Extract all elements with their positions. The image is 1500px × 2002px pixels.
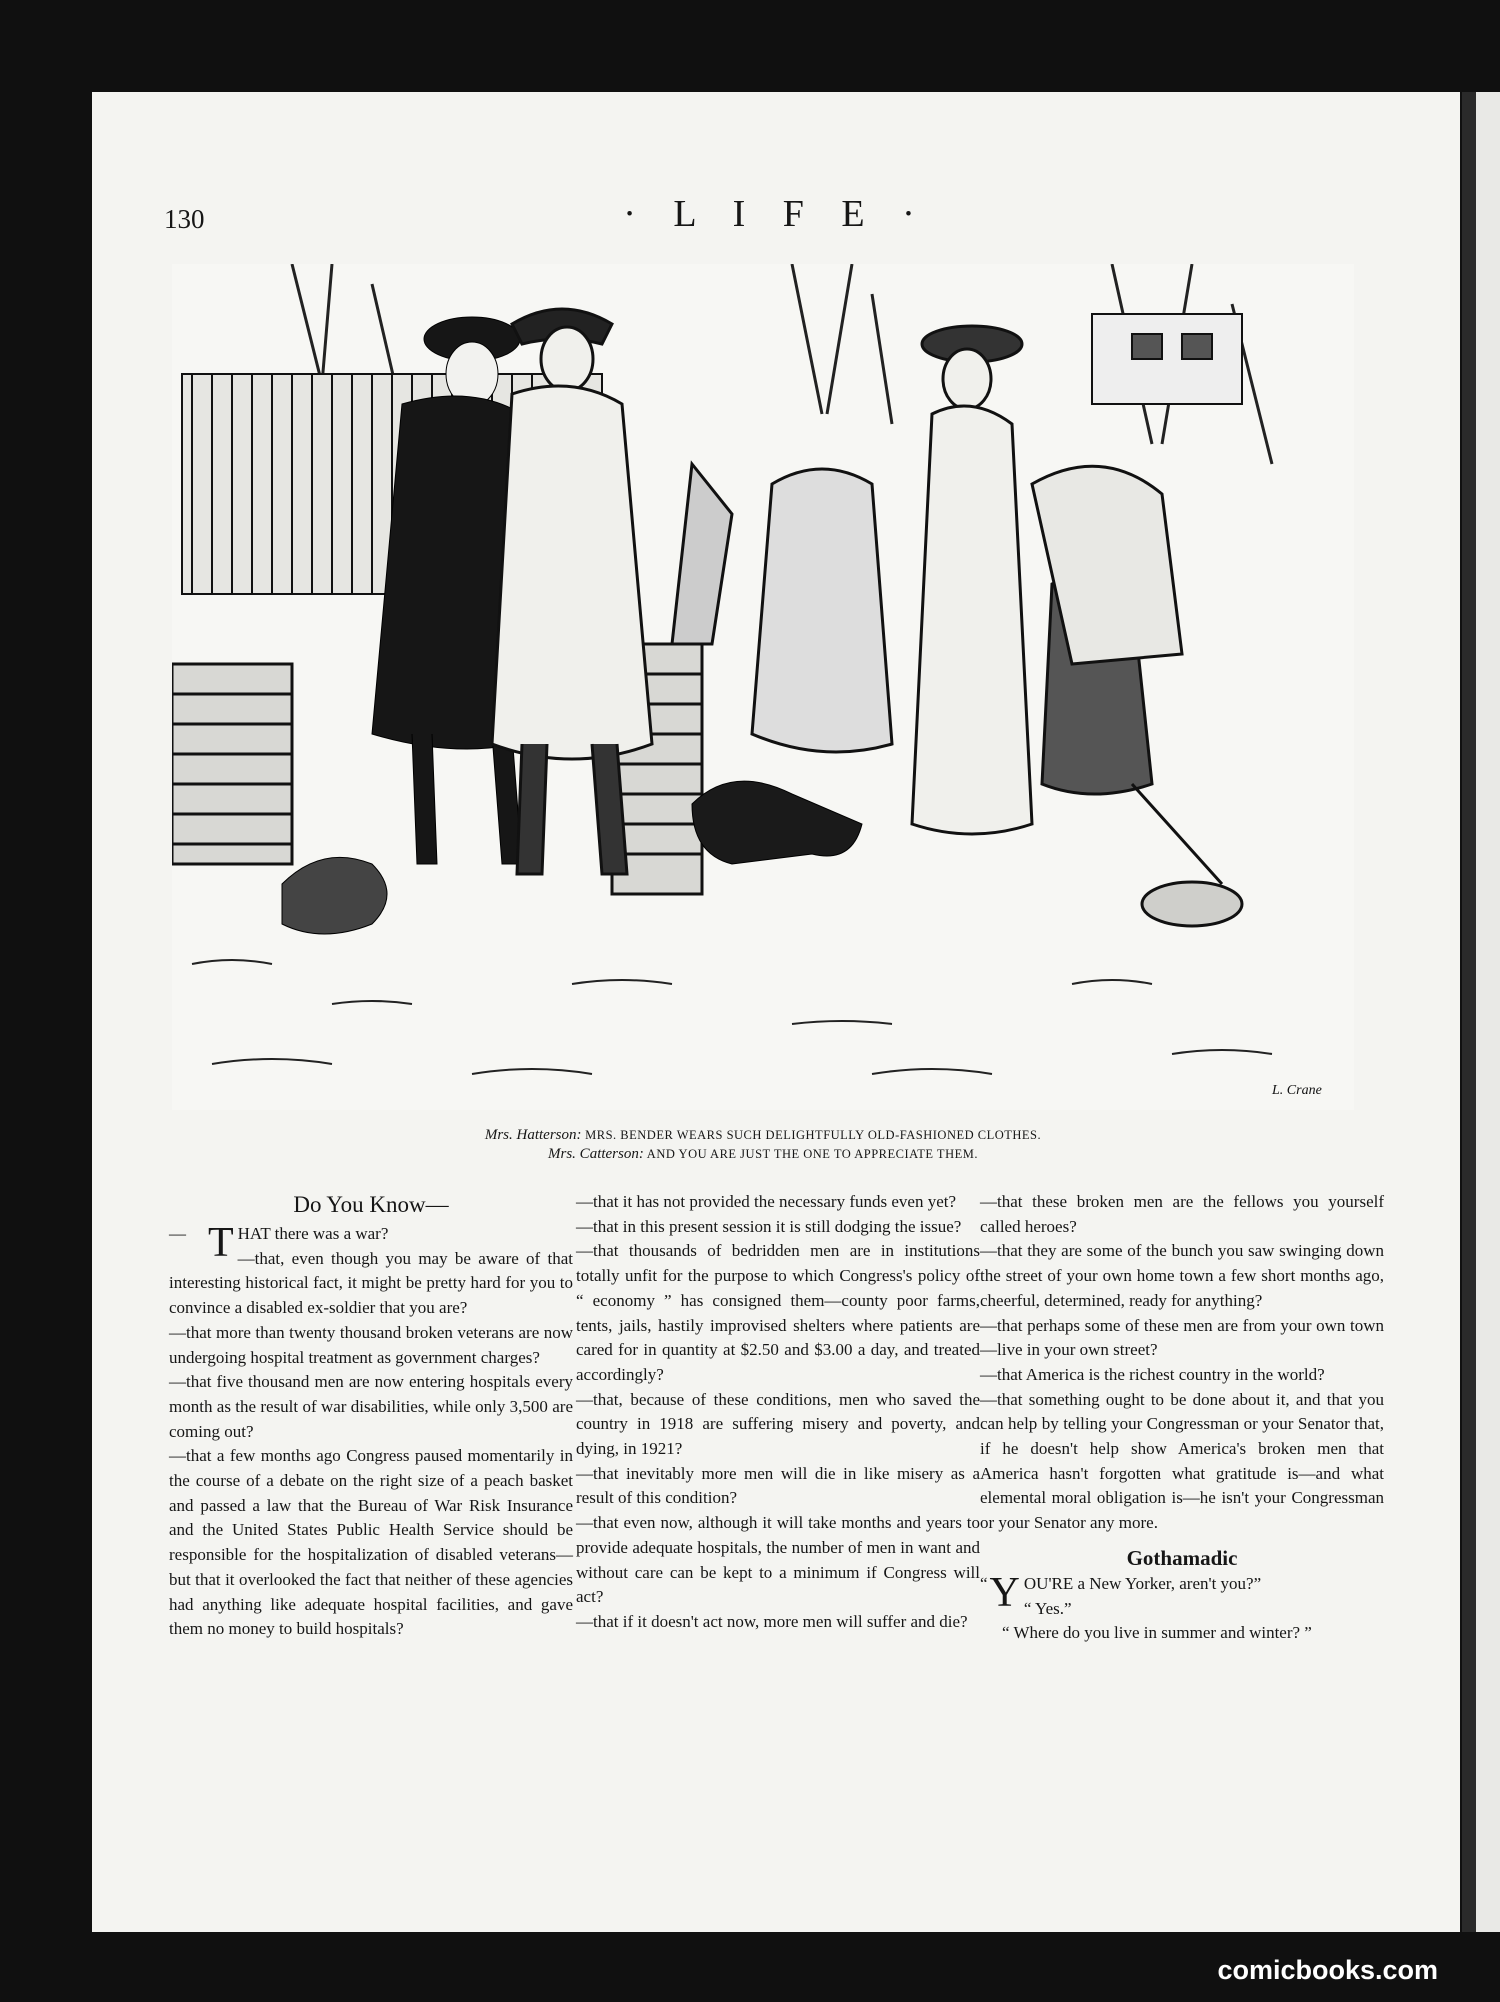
article-paragraph: —that inevitably more men will die in like misery as a result of this condition? [576, 1463, 980, 1508]
gothamadic-open-quote: “ [980, 1573, 988, 1593]
cartoon-caption [172, 1126, 1354, 1164]
article-paragraph: —that it has not provided the necessary funds even yet? [576, 1192, 957, 1211]
article-paragraph: —that five thousand men are now entering hospitals every month as the result of war disabilities, while only 3,500 are coming out? [169, 1372, 573, 1441]
next-page-edge [1476, 92, 1500, 1932]
article-paragraph: —that, even though you may be aware of that interesting historical fact, it might be pretty hard for you to convince a disabled ex-soldier that you are? [169, 1248, 573, 1318]
article-paragraph: —that, because of these conditions, men who saved the country in 1918 are suffering misery and poverty, and dying, in 1921? [576, 1389, 980, 1459]
caption-speaker-2: Mrs. Catterson: [548, 1146, 644, 1162]
watermark: comicbooks.com [1217, 1955, 1438, 1985]
article-paragraph: —that more than twenty thousand broken veterans are now undergoing hospital treatment as government charges? [169, 1322, 573, 1367]
article-paragraph: —that America is the richest country in the world? [980, 1364, 1325, 1384]
page-gutter [1462, 92, 1476, 1932]
caption-text-1: MRS. BENDER WEARS SUCH DELIGHTFULLY OLD-FASHIONED CLOTHES. [585, 1128, 1042, 1142]
article-paragraph: —that they are some of the bunch you saw swinging down the street of your own home town a few short months ago, cheerful, determined, ready for anything? [980, 1241, 1384, 1310]
masthead-life: · L I F E · [623, 193, 929, 235]
article-column-2 [576, 1190, 980, 1635]
article-paragraph: —that something ought to be done about it, and that you can help by telling your Congressman or your Senator that, if he doesn't help show America's broken men that America hasn't forgotten what gratitude is—and what elemental moral obligation is—he isn't your Congressman or your Senator any more. [980, 1389, 1384, 1533]
article-paragraph: —that in this present session it is still dodging the issue? [576, 1216, 962, 1236]
gothamadic-title: Gothamadic [1126, 1545, 1238, 1570]
article-text: HAT there was a war? [237, 1224, 389, 1243]
page-number: 130 [164, 204, 205, 234]
magazine-page [92, 92, 1460, 1932]
dropcap-dash: — [169, 1224, 186, 1243]
article-paragraph: —that perhaps some of these men are from your own town—live in your own street? [980, 1315, 1384, 1360]
article-title: Do You Know— [293, 1192, 449, 1217]
article-paragraph: —that these broken men are the fellows you yourself called heroes? [980, 1192, 1384, 1236]
article-paragraph: —that if it doesn't act now, more men will suffer and die? [576, 1611, 968, 1631]
gothamadic-dropcap: Y [989, 1569, 1020, 1616]
caption-text-2: AND YOU ARE JUST THE ONE TO APPRECIATE THEM. [646, 1147, 978, 1161]
artist-signature: L. Crane [1272, 1083, 1322, 1098]
article-paragraph: —that thousands of bedridden men are in institutions totally unfit for the purpose to which Congress's policy of “ economy ” has consigned them—county poor farms, tents, jails, hastily improvised shelters where patients are cared for in quantity at $2.50 and $3.00 a day, and treated accordingly? [576, 1241, 980, 1384]
house [1092, 314, 1242, 404]
caption-speaker-1: Mrs. Hatterson: [484, 1127, 582, 1143]
article-paragraph [169, 1220, 573, 1266]
cartoon-illustration [172, 264, 1354, 1110]
dropcap-letter: T [208, 1220, 234, 1266]
article-paragraph: —that even now, although it will take months and years to provide adequate hospitals, the number of men in want and without care can be kept to a minimum if Congress will act? [576, 1513, 980, 1607]
article-column-3 [980, 1190, 1384, 1646]
gothamadic-text: OU'RE a New Yorker, aren't you?” [1023, 1573, 1262, 1593]
gothamadic-line: “ Where do you live in summer and winter? ” [1002, 1623, 1312, 1643]
article-column-1 [169, 1190, 573, 1642]
gothamadic-line: “ Yes.” [1023, 1598, 1072, 1618]
article-paragraph: —that a few months ago Congress paused momentarily in the course of a debate on the right size of a peach basket and passed a law that the Bureau of War Risk Insurance and the United States Public Health Service should be responsible for the hospitalization of disabled veterans—but that it overlooked the fact that neither of these agencies had anything like adequate hospital facilities, and gave them no money to build hospitals? [169, 1446, 573, 1639]
